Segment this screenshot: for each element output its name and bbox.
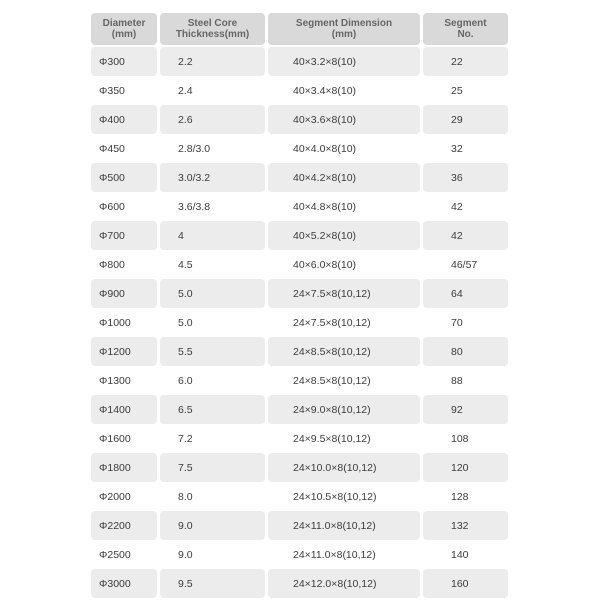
cell-steel-core-thickness: 3.0/3.2 (160, 163, 265, 192)
cell-segment-number: 46/57 (451, 258, 478, 271)
table-row (91, 221, 508, 250)
cell-steel-core-thickness: 4.5 (178, 258, 193, 271)
cell-segment-number: 32 (451, 142, 463, 155)
cell-segment-number: 29 (423, 105, 508, 134)
cell-segment-dimension: 24×7.5×8(10,12) (293, 316, 371, 329)
cell-diameter: Φ1200 (91, 337, 157, 366)
cell-segment-dimension: 24×11.0×8(10,12) (268, 511, 420, 540)
header-diameter: Diameter (mm) (91, 13, 157, 45)
cell-segment-number: 25 (451, 84, 463, 97)
cell-steel-core-thickness: 2.2 (160, 47, 265, 76)
cell-diameter: Φ400 (91, 105, 157, 134)
cell-steel-core-thickness: 7.5 (160, 453, 265, 482)
cell-diameter: Φ1400 (91, 395, 157, 424)
cell-segment-dimension: 40×3.4×8(10) (293, 84, 357, 97)
cell-segment-dimension: 40×6.0×8(10) (293, 258, 357, 271)
table-row (91, 511, 508, 540)
cell-steel-core-thickness: 9.5 (160, 569, 265, 598)
cell-segment-dimension: 24×9.0×8(10,12) (268, 395, 420, 424)
cell-segment-number: 42 (451, 200, 463, 213)
cell-steel-core-thickness: 2.6 (160, 105, 265, 134)
cell-segment-dimension: 24×8.5×8(10,12) (268, 337, 420, 366)
cell-segment-dimension: 24×12.0×8(10,12) (268, 569, 420, 598)
cell-steel-core-thickness: 5.0 (160, 279, 265, 308)
cell-segment-number: 132 (423, 511, 508, 540)
cell-segment-number: 120 (423, 453, 508, 482)
cell-segment-dimension: 40×4.2×8(10) (268, 163, 420, 192)
cell-steel-core-thickness: 2.4 (178, 84, 193, 97)
cell-segment-dimension: 40×5.2×8(10) (268, 221, 420, 250)
spec-table (91, 13, 508, 598)
cell-steel-core-thickness: 5.0 (178, 316, 193, 329)
cell-segment-dimension: 40×4.8×8(10) (293, 200, 357, 213)
cell-diameter: Φ3000 (91, 569, 157, 598)
cell-steel-core-thickness: 7.2 (178, 432, 193, 445)
cell-steel-core-thickness: 5.5 (160, 337, 265, 366)
cell-segment-number: 88 (451, 374, 463, 387)
cell-diameter: Φ700 (91, 221, 157, 250)
cell-diameter: Φ1600 (99, 432, 131, 445)
header-steel-core-thickness: Steel Core Thickness(mm) (160, 13, 265, 45)
table-body (91, 47, 508, 598)
cell-diameter: Φ2000 (99, 490, 131, 503)
cell-segment-number: 140 (451, 548, 469, 561)
cell-steel-core-thickness: 9.0 (178, 548, 193, 561)
cell-segment-dimension: 24×7.5×8(10,12) (268, 279, 420, 308)
cell-diameter: Φ300 (91, 47, 157, 76)
cell-diameter: Φ1000 (99, 316, 131, 329)
cell-segment-number: 92 (423, 395, 508, 424)
cell-segment-number: 108 (451, 432, 469, 445)
table-row (91, 250, 508, 279)
cell-steel-core-thickness: 3.6/3.8 (178, 200, 211, 213)
table-row (91, 163, 508, 192)
table-row (91, 395, 508, 424)
cell-segment-number: 64 (423, 279, 508, 308)
cell-segment-number: 70 (451, 316, 463, 329)
table-row (91, 540, 508, 569)
cell-steel-core-thickness: 9.0 (160, 511, 265, 540)
cell-segment-dimension: 24×10.5×8(10,12) (293, 490, 377, 503)
cell-diameter: Φ2200 (91, 511, 157, 540)
cell-steel-core-thickness: 8.0 (178, 490, 193, 503)
cell-segment-dimension: 40×4.0×8(10) (293, 142, 357, 155)
cell-segment-dimension: 24×11.0×8(10,12) (293, 548, 376, 561)
cell-segment-dimension: 24×10.0×8(10,12) (268, 453, 420, 482)
cell-diameter: Φ500 (91, 163, 157, 192)
table-row (91, 366, 508, 395)
cell-segment-dimension: 40×3.6×8(10) (268, 105, 420, 134)
table-row (91, 192, 508, 221)
cell-steel-core-thickness: 4 (160, 221, 265, 250)
cell-segment-number: 128 (451, 490, 469, 503)
table-row (91, 453, 508, 482)
table-row (91, 424, 508, 453)
cell-segment-number: 80 (423, 337, 508, 366)
header-segment-number: Segment No. (423, 13, 508, 45)
cell-segment-number: 36 (423, 163, 508, 192)
cell-diameter: Φ1800 (91, 453, 157, 482)
cell-segment-dimension: 24×8.5×8(10,12) (293, 374, 371, 387)
table-row (91, 337, 508, 366)
cell-steel-core-thickness: 2.8/3.0 (178, 142, 211, 155)
cell-diameter: Φ600 (99, 200, 125, 213)
cell-segment-number: 160 (423, 569, 508, 598)
cell-segment-dimension: 24×9.5×8(10,12) (293, 432, 371, 445)
cell-diameter: Φ1300 (99, 374, 131, 387)
header-segment-dimension: Segment Dimension (mm) (268, 13, 420, 45)
table-row (91, 308, 508, 337)
table-row (91, 47, 508, 76)
cell-diameter: Φ900 (91, 279, 157, 308)
table-header (91, 13, 508, 45)
cell-diameter: Φ800 (99, 258, 125, 271)
table-row (91, 482, 508, 511)
cell-diameter: Φ450 (99, 142, 125, 155)
cell-diameter: Φ2500 (99, 548, 131, 561)
cell-diameter: Φ350 (99, 84, 125, 97)
cell-steel-core-thickness: 6.0 (178, 374, 193, 387)
table-row (91, 569, 508, 598)
cell-segment-dimension: 40×3.2×8(10) (268, 47, 420, 76)
table-row (91, 134, 508, 163)
cell-steel-core-thickness: 6.5 (160, 395, 265, 424)
cell-segment-number: 22 (423, 47, 508, 76)
table-row (91, 279, 508, 308)
cell-segment-number: 42 (423, 221, 508, 250)
table-row (91, 76, 508, 105)
table-row (91, 105, 508, 134)
